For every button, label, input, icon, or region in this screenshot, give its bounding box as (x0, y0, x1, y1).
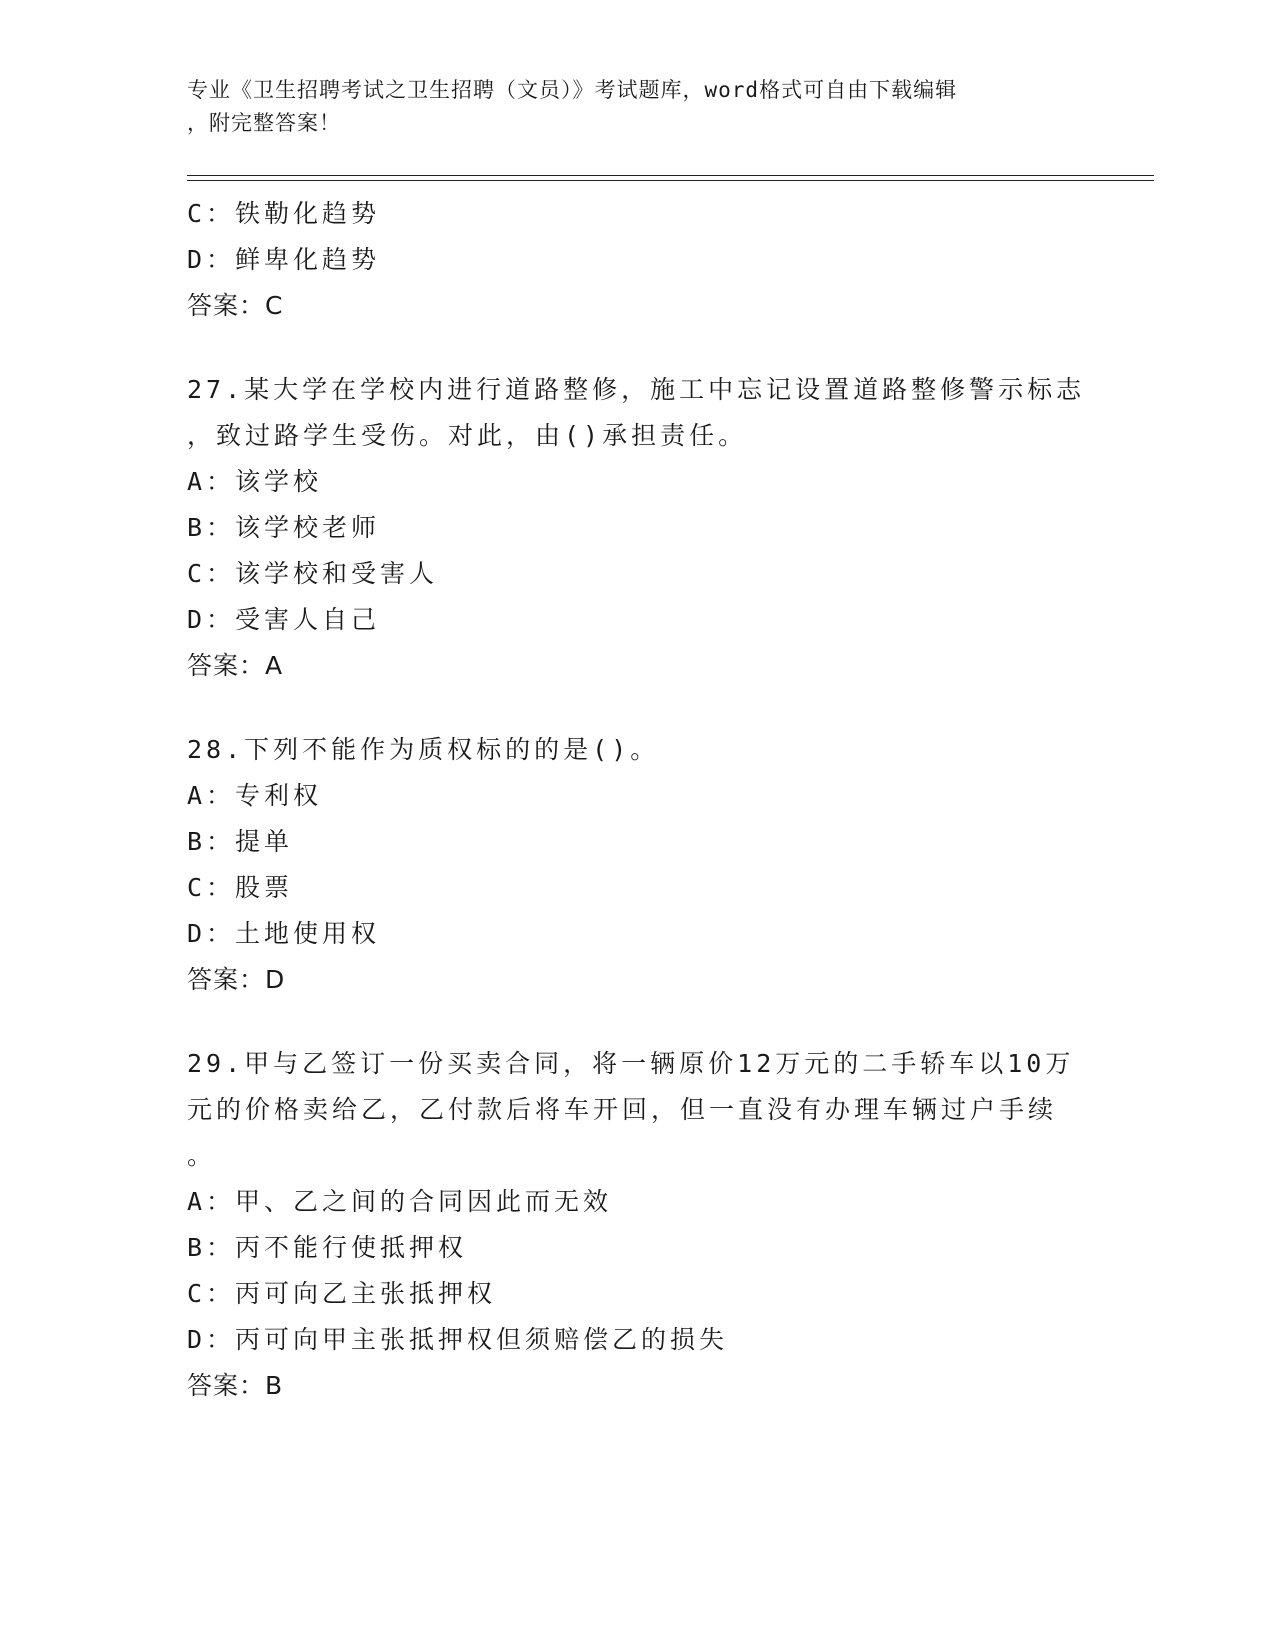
header-divider-top (187, 175, 1154, 176)
option-d: D：受害人自己 (187, 605, 381, 634)
option-b: B：丙不能行使抵押权 (187, 1233, 468, 1262)
header-divider-bottom (187, 180, 1154, 181)
option-d: D：土地使用权 (187, 919, 381, 948)
question-stem-line: 27.某大学在学校内进行道路整修，施工中忘记设置道路整修警示标志 (187, 375, 1086, 404)
question-stem-line: 。 (187, 1141, 217, 1170)
option-a: A：甲、乙之间的合同因此而无效 (187, 1187, 613, 1216)
answer-label: 答案：A (187, 651, 284, 680)
header-line-1: 专业《卫生招聘考试之卫生招聘（文员）》考试题库，word格式可自由下载编辑 (187, 78, 958, 102)
question-stem-line: 29.甲与乙签订一份买卖合同，将一辆原价12万元的二手轿车以10万 (187, 1049, 1075, 1078)
question-27 (187, 367, 1087, 689)
option-c: C：股票 (187, 873, 294, 902)
option-a: A：该学校 (187, 467, 323, 496)
option-d: D：丙可向甲主张抵押权但须赔偿乙的损失 (187, 1325, 729, 1354)
question-29 (187, 1041, 1087, 1409)
option-c: C：该学校和受害人 (187, 559, 439, 588)
answer-label: 答案：B (187, 1371, 284, 1400)
question-28 (187, 727, 1087, 1003)
option-b: B：提单 (187, 827, 294, 856)
option-c: C：丙可向乙主张抵押权 (187, 1279, 497, 1308)
option-d: D：鲜卑化趋势 (187, 245, 381, 274)
document-body (187, 191, 1087, 1409)
question-stem-line: 元的价格卖给乙，乙付款后将车开回，但一直没有办理车辆过户手续 (187, 1095, 1058, 1124)
question-stem-line: ，致过路学生受伤。对此，由()承担责任。 (187, 421, 748, 450)
option-a: A：专利权 (187, 781, 323, 810)
option-b: B：该学校老师 (187, 513, 381, 542)
question-stem-line: 28.下列不能作为质权标的的是()。 (187, 735, 660, 764)
question-26-continued (187, 191, 1087, 329)
header-line-2: ，附完整答案！ (187, 111, 341, 135)
answer-label: 答案：C (187, 291, 284, 320)
answer-label: 答案：D (187, 965, 286, 994)
document-header (187, 74, 1067, 140)
option-c: C：铁勒化趋势 (187, 199, 381, 228)
